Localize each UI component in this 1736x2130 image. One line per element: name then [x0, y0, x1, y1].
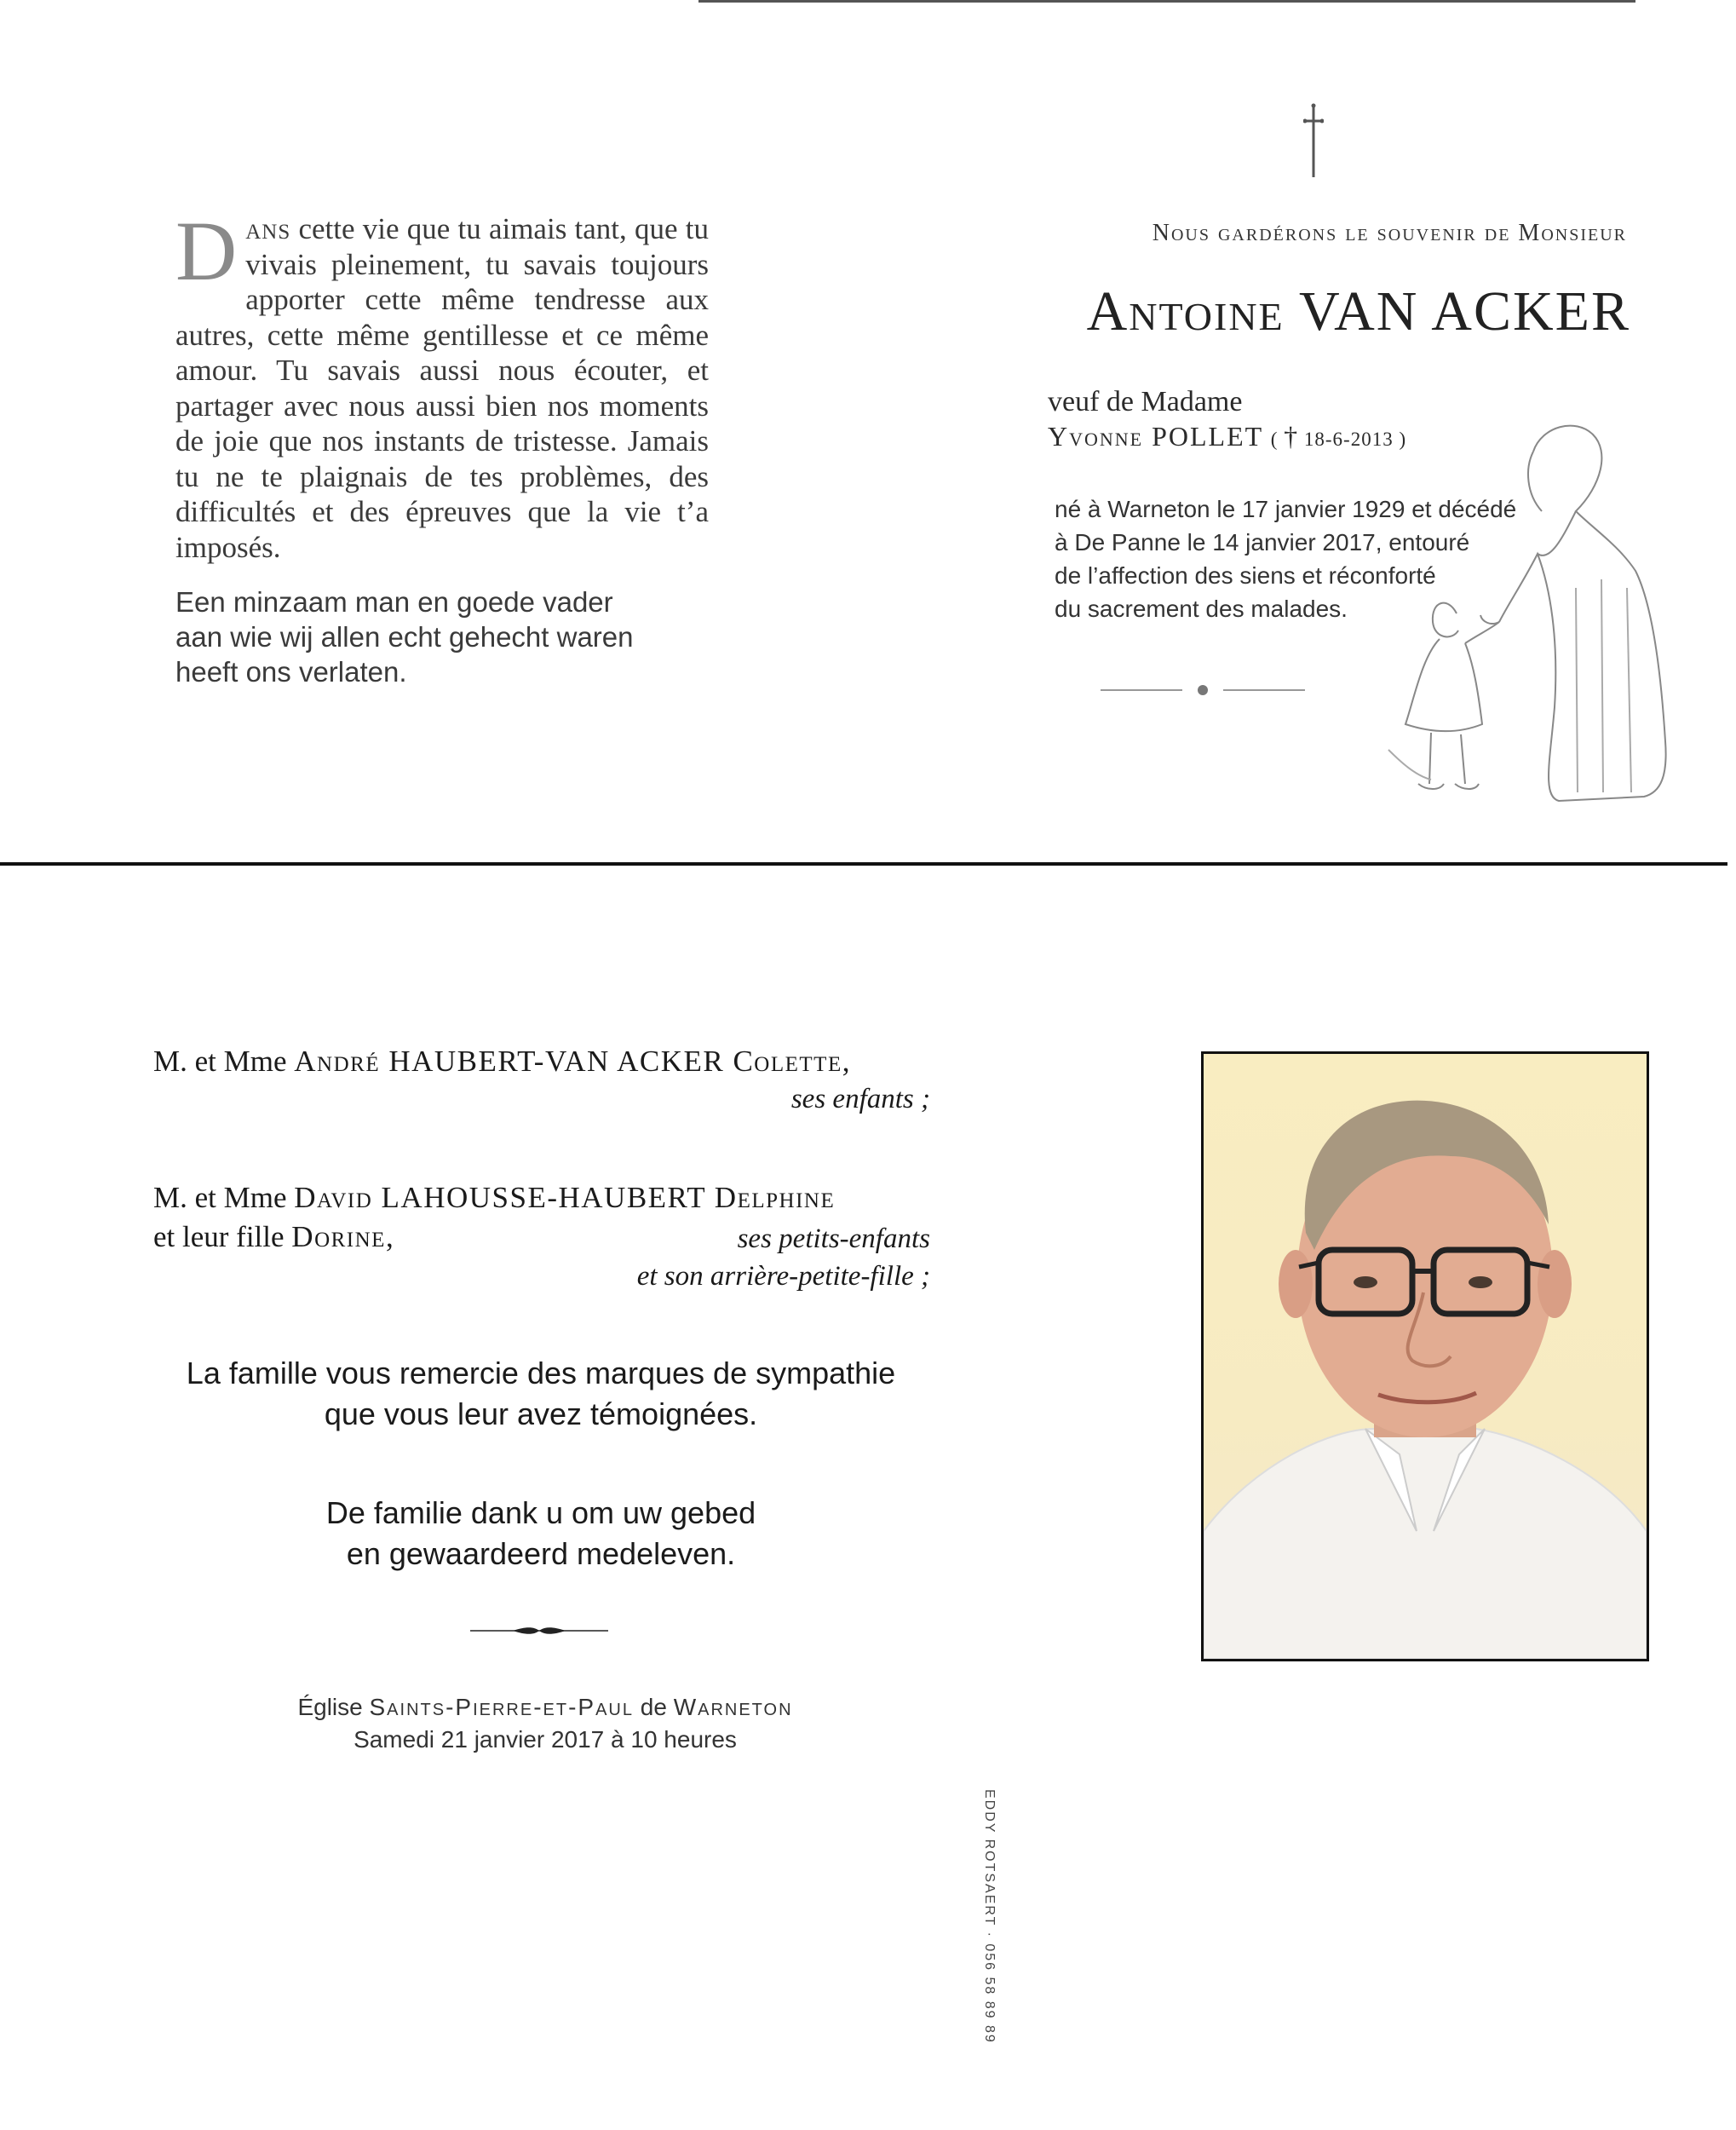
bio-line: à De Panne le 14 janvier 2017, entouré	[1055, 529, 1470, 556]
poem-lead: ans	[245, 212, 291, 245]
service-mid: de	[633, 1694, 674, 1720]
drop-cap: D	[175, 204, 238, 298]
spouse-death-value: 18-6-2013	[1303, 429, 1394, 450]
poem-text: cette vie que tu aimais tant, que tu vivais pleinement, tu savais toujours apporter cette même tendresse aux autres, cette même gentillesse et ce même amour. Tu savais aussi nous écouter, et partager avec nous aussi bien nos moments de joie que nos instants de tristesse. Jamais tu ne te plaignais de tes problèmes, des difficultés et des épreuves que la vie t’a imposés.	[175, 212, 709, 564]
mother-child-illustration	[1380, 417, 1695, 809]
family-prefix: M. et Mme	[153, 1181, 295, 1214]
family-entry-daughter	[153, 1220, 579, 1254]
intro-line: Nous gardérons le souvenir de Monsieur	[1152, 220, 1627, 246]
dutch-poem-line: Een minzaam man en goede vader	[175, 586, 613, 618]
family-prefix: et leur fille	[153, 1220, 292, 1253]
bio-line: né à Warneton le 17 janvier 1929 et décédé	[1055, 496, 1517, 522]
printer-credit: EDDY ROTSAERT · 056 58 89 89	[982, 1789, 997, 2044]
relation-great-granddaughter: et son arrière-petite-fille ;	[636, 1261, 930, 1292]
spouse-name: Yvonne POLLET	[1048, 421, 1264, 452]
thanks-line: en gewaardeerd medeleven.	[346, 1536, 736, 1571]
card-front-panel	[0, 0, 1736, 866]
dutch-poem-line: aan wie wij allen echt gehecht waren	[175, 621, 634, 653]
paren-open: (	[1270, 429, 1279, 450]
family-names: Dorine,	[291, 1220, 395, 1253]
deceased-name	[980, 279, 1630, 344]
widow-label: veuf de Madame	[1048, 386, 1243, 417]
top-edge-line	[698, 0, 1635, 3]
dutch-poem	[175, 584, 709, 689]
paren-close: )	[1399, 429, 1407, 450]
family-entry-grandchildren	[153, 1181, 930, 1215]
thanks-french	[102, 1353, 980, 1435]
thanks-dutch	[102, 1493, 980, 1574]
spouse-cross-icon: †	[1284, 421, 1299, 452]
deceased-last-name: VAN ACKER	[1298, 280, 1630, 343]
thanks-line: que vous leur avez témoignées.	[324, 1396, 758, 1431]
service-location	[170, 1694, 920, 1721]
family-prefix: M. et Mme	[153, 1045, 295, 1078]
bio-line: de l’affection des siens et réconforté	[1055, 562, 1436, 589]
family-names: David LAHOUSSE-HAUBERT Delphine	[294, 1181, 836, 1214]
thanks-line: La famille vous remercie des marques de sympathie	[186, 1356, 896, 1390]
right-edge	[1727, 861, 1736, 1907]
ornament-separator	[1101, 682, 1305, 699]
portrait-illustration	[1204, 1054, 1647, 1659]
relation-grandchildren: ses petits-enfants	[737, 1223, 930, 1254]
town-name: Warneton	[673, 1694, 793, 1720]
service-prefix: Église	[297, 1694, 370, 1720]
bio-line: du sacrement des malades.	[1055, 596, 1348, 622]
church-name: Saints-Pierre-et-Paul	[369, 1694, 634, 1720]
relation-children: ses enfants ;	[790, 1084, 930, 1114]
french-poem	[175, 204, 709, 565]
thanks-line: De familie dank u om uw gebed	[325, 1495, 756, 1530]
portrait-photo	[1201, 1051, 1649, 1661]
cross-icon	[1303, 102, 1324, 179]
ornament-separator-bottom	[470, 1624, 608, 1638]
widow-block	[1048, 385, 1406, 457]
deceased-first-name: Antoine	[1086, 280, 1285, 343]
family-entry-children	[153, 1045, 930, 1079]
service-date: Samedi 21 janvier 2017 à 10 heures	[354, 1726, 737, 1753]
family-names: André HAUBERT-VAN ACKER Colette,	[294, 1045, 851, 1078]
dutch-poem-line: heeft ons verlaten.	[175, 656, 407, 688]
